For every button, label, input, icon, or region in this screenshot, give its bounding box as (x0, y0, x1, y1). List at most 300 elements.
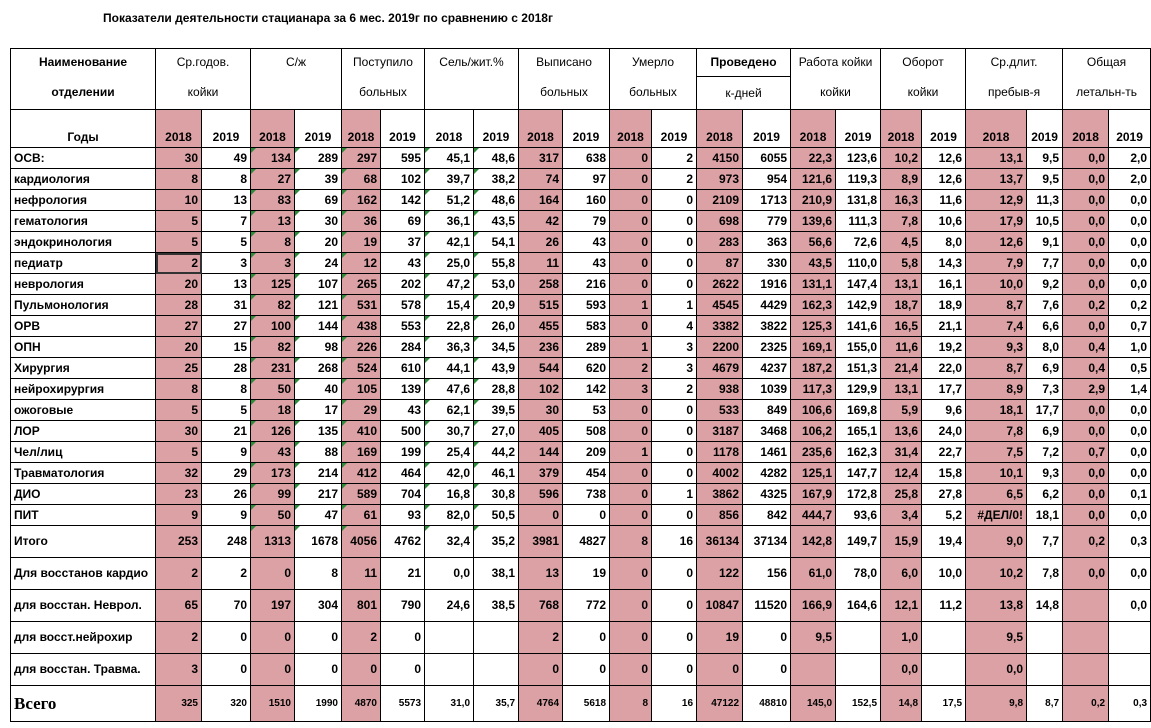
data-cell: 2 (652, 379, 697, 400)
data-cell: 15,4 (425, 295, 474, 316)
data-cell: 172,8 (836, 484, 881, 505)
data-cell: 30 (156, 148, 202, 169)
row-name: Чел/лиц (11, 442, 156, 463)
data-cell: 50 (251, 379, 295, 400)
header-year-cell: 2019 (381, 110, 425, 148)
data-cell: 7,2 (1027, 442, 1063, 463)
data-cell: 1 (610, 295, 652, 316)
data-cell: 151,3 (836, 358, 881, 379)
data-cell: 5618 (563, 686, 610, 722)
data-cell: 0 (610, 654, 652, 686)
data-cell: 38,1 (474, 558, 519, 590)
data-cell: 0,0 (1063, 232, 1109, 253)
data-cell: 48810 (743, 686, 791, 722)
data-cell: 4,5 (881, 232, 922, 253)
table-row (11, 253, 1151, 274)
data-cell: 8,7 (1027, 686, 1063, 722)
data-cell: 9,5 (1027, 148, 1063, 169)
data-cell: 5 (202, 232, 251, 253)
data-cell: 515 (519, 295, 563, 316)
data-cell: 88 (295, 442, 342, 463)
data-cell: 10,0 (966, 274, 1027, 295)
data-cell: 455 (519, 316, 563, 337)
row-name: эндокринология (11, 232, 156, 253)
data-cell: 0 (610, 463, 652, 484)
data-cell: 119,3 (836, 169, 881, 190)
data-cell: 167,9 (791, 484, 836, 505)
data-cell: 2325 (743, 337, 791, 358)
row-name: педиатр (11, 253, 156, 274)
data-cell: 99 (251, 484, 295, 505)
row-name: Травматология (11, 463, 156, 484)
data-cell: 11520 (743, 590, 791, 622)
data-cell: 49 (202, 148, 251, 169)
data-cell: 56,6 (791, 232, 836, 253)
data-cell: 1313 (251, 526, 295, 558)
data-cell: 5,8 (881, 253, 922, 274)
data-cell: 3 (156, 654, 202, 686)
data-cell: 11,3 (1027, 190, 1063, 211)
data-cell: 20 (295, 232, 342, 253)
data-cell: 162,3 (836, 442, 881, 463)
data-cell: 32,4 (425, 526, 474, 558)
data-cell: 65 (156, 590, 202, 622)
data-cell: 30,7 (425, 421, 474, 442)
data-cell: 106,6 (791, 400, 836, 421)
data-cell: 43 (563, 253, 610, 274)
data-cell: 5 (156, 442, 202, 463)
row-name: нефрология (11, 190, 156, 211)
data-cell: 0 (743, 622, 791, 654)
data-cell: 24 (295, 253, 342, 274)
data-cell: 524 (342, 358, 381, 379)
header-group-top-3: Сель/жит.% (425, 49, 519, 77)
data-cell: 13,6 (881, 421, 922, 442)
data-cell: 9,1 (1027, 232, 1063, 253)
data-cell: 25,8 (881, 484, 922, 505)
data-cell: 4870 (342, 686, 381, 722)
data-cell: 3981 (519, 526, 563, 558)
data-cell: 0,0 (1063, 274, 1109, 295)
data-cell: 8 (202, 169, 251, 190)
data-cell (791, 654, 836, 686)
data-cell: 14,8 (881, 686, 922, 722)
data-cell: 26 (519, 232, 563, 253)
data-cell: 5573 (381, 686, 425, 722)
data-cell: 100 (251, 316, 295, 337)
data-cell: 553 (381, 316, 425, 337)
header-year-cell: 2018 (156, 110, 202, 148)
data-cell (1063, 622, 1109, 654)
data-cell: 7,6 (1027, 295, 1063, 316)
data-cell: 0 (652, 463, 697, 484)
data-cell: 10,1 (966, 463, 1027, 484)
data-cell: 578 (381, 295, 425, 316)
data-cell: 738 (563, 484, 610, 505)
data-cell: 0 (563, 505, 610, 526)
data-cell: 139 (381, 379, 425, 400)
data-cell (474, 654, 519, 686)
data-cell: 0 (295, 622, 342, 654)
data-cell: 12,6 (922, 169, 966, 190)
header-group-bottom-4: больных (519, 77, 610, 110)
data-cell: 9,5 (966, 622, 1027, 654)
header-year-cell: 2019 (922, 110, 966, 148)
data-cell: 2 (202, 558, 251, 590)
data-cell: 13,7 (966, 169, 1027, 190)
header-year-cell: 2018 (342, 110, 381, 148)
data-cell: 166,9 (791, 590, 836, 622)
table-row (11, 442, 1151, 463)
report-title: Показатели деятельности стацианара за 6 мес. 2019г по сравнению с 2018г (103, 11, 553, 25)
data-cell: 0,3 (1109, 686, 1151, 722)
data-cell (1063, 590, 1109, 622)
data-cell: 0 (563, 622, 610, 654)
data-cell: 379 (519, 463, 563, 484)
data-cell: 162,3 (791, 295, 836, 316)
data-cell: 9,8 (966, 686, 1027, 722)
data-cell: 0 (381, 654, 425, 686)
data-cell: 0 (610, 232, 652, 253)
data-cell: 121,6 (791, 169, 836, 190)
data-cell: 0,0 (1109, 463, 1151, 484)
data-cell: 0 (652, 442, 697, 463)
data-cell: 9,5 (791, 622, 836, 654)
data-cell: 0,0 (1109, 400, 1151, 421)
data-cell: 464 (381, 463, 425, 484)
data-cell: 405 (519, 421, 563, 442)
data-cell: 20,9 (474, 295, 519, 316)
header-group-bottom-6: к-дней (697, 77, 791, 110)
data-cell: 0 (610, 190, 652, 211)
data-cell: 4679 (697, 358, 743, 379)
table-row (11, 358, 1151, 379)
header-year-cell: 2019 (474, 110, 519, 148)
data-cell: 43,5 (791, 253, 836, 274)
data-cell: 500 (381, 421, 425, 442)
row-name: ДИО (11, 484, 156, 505)
table-row (11, 232, 1151, 253)
row-name: ОРВ (11, 316, 156, 337)
data-cell: 93 (381, 505, 425, 526)
data-cell (474, 622, 519, 654)
data-cell: 47,2 (425, 274, 474, 295)
data-cell: 0,0 (1109, 253, 1151, 274)
data-cell: 131,8 (836, 190, 881, 211)
table-row (11, 526, 1151, 558)
header-year-cell: 2018 (610, 110, 652, 148)
data-cell: 0,0 (1109, 558, 1151, 590)
data-cell: 160 (563, 190, 610, 211)
data-cell: 231 (251, 358, 295, 379)
data-cell: 69 (381, 211, 425, 232)
data-cell: 6,9 (1027, 358, 1063, 379)
data-cell: 69 (295, 190, 342, 211)
header-year-cell: 2019 (1027, 110, 1063, 148)
data-cell: 253 (156, 526, 202, 558)
data-cell: 55,8 (474, 253, 519, 274)
data-cell: 147,7 (836, 463, 881, 484)
data-cell: 169,8 (836, 400, 881, 421)
data-cell: 9,0 (966, 526, 1027, 558)
data-cell: 1,0 (881, 622, 922, 654)
data-cell: 0,0 (1063, 316, 1109, 337)
data-cell: 7,7 (1027, 253, 1063, 274)
row-name: для восстан. Неврол. (11, 590, 156, 622)
data-cell (425, 654, 474, 686)
data-cell: 74 (519, 169, 563, 190)
data-cell: 768 (519, 590, 563, 622)
data-cell: 82 (251, 337, 295, 358)
header-year-cell: 2018 (791, 110, 836, 148)
data-cell: 125,1 (791, 463, 836, 484)
header-group-top-0: Ср.годов. (156, 49, 251, 77)
data-cell: 16,1 (922, 274, 966, 295)
data-cell: 7,4 (966, 316, 1027, 337)
data-cell: 39,5 (474, 400, 519, 421)
header-name-top: Наименование (11, 49, 156, 77)
data-cell: 9,6 (922, 400, 966, 421)
data-cell: 40 (295, 379, 342, 400)
data-cell: 0,2 (1109, 295, 1151, 316)
data-cell: 9 (156, 505, 202, 526)
data-cell: 0,7 (1063, 442, 1109, 463)
data-cell: 31,0 (425, 686, 474, 722)
row-name: ЛОР (11, 421, 156, 442)
data-cell: 27,0 (474, 421, 519, 442)
data-cell: 142,8 (791, 526, 836, 558)
data-cell: 8,7 (966, 358, 1027, 379)
table-row (11, 148, 1151, 169)
data-cell: 13,1 (881, 274, 922, 295)
data-cell: 147,4 (836, 274, 881, 295)
header-name-bottom: отделении (11, 77, 156, 110)
data-cell: 4429 (743, 295, 791, 316)
header-year-cell: 2018 (881, 110, 922, 148)
table-row (11, 337, 1151, 358)
data-cell: 39 (295, 169, 342, 190)
data-cell (1109, 622, 1151, 654)
table-row (11, 211, 1151, 232)
data-cell: 593 (563, 295, 610, 316)
data-cell: 589 (342, 484, 381, 505)
data-cell: 27 (156, 316, 202, 337)
data-cell: 21,1 (922, 316, 966, 337)
data-cell: 6055 (743, 148, 791, 169)
data-cell: 0 (519, 505, 563, 526)
data-cell: 0 (610, 148, 652, 169)
data-cell: 7,9 (966, 253, 1027, 274)
data-cell: 2 (652, 169, 697, 190)
data-cell: 0 (251, 558, 295, 590)
row-name: Пульмонология (11, 295, 156, 316)
data-cell: 258 (519, 274, 563, 295)
data-cell: 3468 (743, 421, 791, 442)
row-name: кардиология (11, 169, 156, 190)
header-year-cell: 2018 (1063, 110, 1109, 148)
data-cell: 70 (202, 590, 251, 622)
row-name: Для восстанов кардио (11, 558, 156, 590)
data-cell: 1,0 (1109, 337, 1151, 358)
header-group-bottom-2: больных (342, 77, 425, 110)
data-cell: 0,0 (1063, 169, 1109, 190)
table-row (11, 686, 1151, 722)
data-cell: 8 (610, 686, 652, 722)
data-cell: 790 (381, 590, 425, 622)
data-cell: 98 (295, 337, 342, 358)
header-group-top-4: Выписано (519, 49, 610, 77)
data-cell: 1678 (295, 526, 342, 558)
data-cell: 363 (743, 232, 791, 253)
data-cell: 5 (156, 211, 202, 232)
header-year-cell: 2019 (563, 110, 610, 148)
data-cell: 6,6 (1027, 316, 1063, 337)
data-cell: 2 (156, 622, 202, 654)
data-cell: 5,2 (922, 505, 966, 526)
data-cell: 78,0 (836, 558, 881, 590)
data-cell: 0,0 (1063, 253, 1109, 274)
data-cell: 202 (381, 274, 425, 295)
data-cell: 1 (652, 484, 697, 505)
data-cell: 134 (251, 148, 295, 169)
data-cell: 26,0 (474, 316, 519, 337)
data-cell: 1 (610, 337, 652, 358)
row-name: неврология (11, 274, 156, 295)
data-cell: 779 (743, 211, 791, 232)
data-cell: 29 (342, 400, 381, 421)
data-cell: 21 (202, 421, 251, 442)
data-cell: 0,1 (1109, 484, 1151, 505)
data-cell: 197 (251, 590, 295, 622)
data-cell: 2,0 (1109, 148, 1151, 169)
data-cell: 0,0 (1063, 505, 1109, 526)
data-cell: 4325 (743, 484, 791, 505)
data-cell: 42,1 (425, 232, 474, 253)
data-cell: #ДЕЛ/0! (966, 505, 1027, 526)
data-cell: 17,7 (922, 379, 966, 400)
data-cell: 2 (652, 148, 697, 169)
data-cell: 51,2 (425, 190, 474, 211)
data-cell: 6,5 (966, 484, 1027, 505)
data-cell: 145,0 (791, 686, 836, 722)
data-cell: 2 (156, 253, 202, 274)
data-cell: 0 (652, 654, 697, 686)
data-cell: 856 (697, 505, 743, 526)
data-cell: 105 (342, 379, 381, 400)
data-cell: 0,0 (1063, 463, 1109, 484)
data-cell: 121 (295, 295, 342, 316)
data-cell: 39,7 (425, 169, 474, 190)
header-year-cell: 2019 (652, 110, 697, 148)
data-cell: 698 (697, 211, 743, 232)
table-row (11, 484, 1151, 505)
data-cell: 5 (156, 400, 202, 421)
data-cell: 61 (342, 505, 381, 526)
header-year-cell: 2019 (743, 110, 791, 148)
data-cell: 1990 (295, 686, 342, 722)
data-cell: 0 (381, 622, 425, 654)
data-cell: 0 (610, 169, 652, 190)
table-row (11, 505, 1151, 526)
data-cell: 4056 (342, 526, 381, 558)
data-cell: 50,5 (474, 505, 519, 526)
data-cell: 123,6 (836, 148, 881, 169)
data-cell: 801 (342, 590, 381, 622)
data-cell: 0,0 (1063, 211, 1109, 232)
data-cell: 0 (610, 421, 652, 442)
data-cell: 2 (519, 622, 563, 654)
data-cell: 10 (156, 190, 202, 211)
data-cell: 0,2 (1063, 295, 1109, 316)
data-cell: 10847 (697, 590, 743, 622)
data-cell: 12,6 (966, 232, 1027, 253)
header-group-bottom-3 (425, 77, 519, 110)
data-cell: 4237 (743, 358, 791, 379)
header-group-top-7: Работа койки (791, 49, 881, 77)
data-cell: 610 (381, 358, 425, 379)
data-cell: 236 (519, 337, 563, 358)
data-cell: 954 (743, 169, 791, 190)
data-cell: 12,1 (881, 590, 922, 622)
data-cell: 8 (202, 379, 251, 400)
data-cell: 1713 (743, 190, 791, 211)
data-cell: 142 (381, 190, 425, 211)
data-cell: 144 (519, 442, 563, 463)
data-cell: 82 (251, 295, 295, 316)
row-name: ОСВ: (11, 148, 156, 169)
data-cell: 22,7 (922, 442, 966, 463)
data-cell: 139,6 (791, 211, 836, 232)
row-name: Всего (11, 686, 156, 722)
data-cell: 5 (202, 400, 251, 421)
data-cell: 106,2 (791, 421, 836, 442)
data-cell: 9,3 (966, 337, 1027, 358)
header-group-top-6: Проведено (697, 49, 791, 77)
data-cell: 47122 (697, 686, 743, 722)
data-cell: 48,6 (474, 190, 519, 211)
data-cell: 47,6 (425, 379, 474, 400)
data-cell: 2 (156, 558, 202, 590)
data-cell: 24,0 (922, 421, 966, 442)
data-cell: 0,0 (1109, 190, 1151, 211)
data-cell: 0 (202, 654, 251, 686)
table-row (11, 316, 1151, 337)
data-cell: 15,8 (922, 463, 966, 484)
data-cell: 265 (342, 274, 381, 295)
data-cell: 0,0 (1109, 442, 1151, 463)
data-cell: 93,6 (836, 505, 881, 526)
header-year-cell: 2018 (425, 110, 474, 148)
data-cell: 0 (652, 232, 697, 253)
data-cell: 0 (563, 654, 610, 686)
data-cell: 28 (156, 295, 202, 316)
data-cell: 0,0 (966, 654, 1027, 686)
data-cell: 107 (295, 274, 342, 295)
data-cell: 19 (342, 232, 381, 253)
data-cell: 36 (342, 211, 381, 232)
data-cell: 0,0 (1063, 558, 1109, 590)
data-cell: 169 (342, 442, 381, 463)
table-row (11, 169, 1151, 190)
data-cell: 43 (251, 442, 295, 463)
data-cell: 10,2 (881, 148, 922, 169)
data-cell: 0,0 (425, 558, 474, 590)
data-cell: 0 (610, 316, 652, 337)
header-group-bottom-9: пребыв-я (966, 77, 1063, 110)
header-group-top-5: Умерло (610, 49, 697, 77)
data-cell: 2 (610, 358, 652, 379)
data-cell: 544 (519, 358, 563, 379)
